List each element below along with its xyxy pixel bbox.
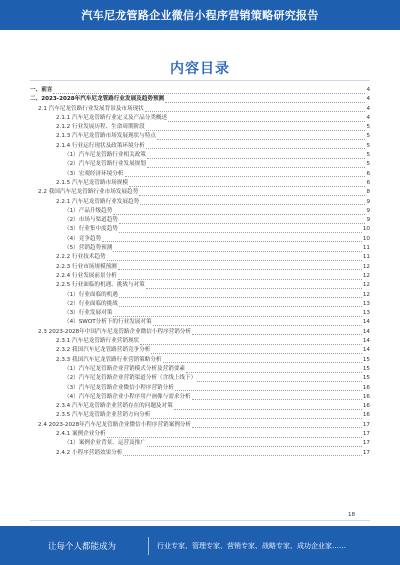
toc-leader-dots [113, 209, 365, 215]
toc-leader-dots [119, 301, 362, 307]
toc-entry[interactable] [30, 411, 370, 420]
toc-entry[interactable] [30, 123, 370, 132]
toc-leader-dots [139, 190, 365, 196]
toc-entry-page: 17 [362, 449, 370, 456]
toc-leader-dots [107, 255, 362, 261]
table-of-contents [30, 86, 370, 458]
toc-entry-title: 一、前言 [30, 87, 53, 93]
toc-entry-page: 5 [366, 133, 370, 140]
toc-entry[interactable] [30, 374, 370, 383]
toc-leader-dots [157, 134, 366, 140]
toc-entry-page: 14 [362, 319, 370, 326]
toc-entry-title: 2.2.4 行业发展前景分析 [56, 272, 117, 279]
toc-entry-page: 15 [362, 365, 370, 372]
toc-entry-title: 2.1 汽车尼龙管路行业发展背景及市场现状 [38, 105, 144, 112]
toc-leader-dots [192, 422, 362, 428]
toc-leader-dots [192, 329, 362, 335]
toc-entry-page: 4 [366, 114, 370, 121]
toc-entry-title: （1）汽车尼龙管路行业相关政策 [64, 152, 146, 159]
toc-entry[interactable] [30, 272, 370, 281]
toc-entry-page: 5 [366, 142, 370, 149]
toc-entry-title: （2）汽车尼龙管路行业发展规划 [64, 161, 146, 168]
toc-entry[interactable] [30, 253, 370, 262]
toc-entry[interactable] [30, 328, 370, 337]
toc-entry-page: 9 [366, 217, 370, 224]
toc-entry[interactable] [30, 235, 370, 244]
toc-entry-title: （1）产品升级趋势 [64, 207, 113, 214]
report-header-bar [0, 0, 400, 30]
toc-entry-page: 14 [362, 328, 370, 335]
toc-entry-page: 16 [362, 403, 370, 410]
toc-entry-title: （2）市场与渠道趋势 [64, 217, 118, 224]
toc-entry-page: 6 [366, 170, 370, 177]
toc-leader-dots [165, 97, 365, 103]
toc-leader-dots [145, 106, 366, 112]
toc-entry-page: 13 [362, 310, 370, 317]
toc-entry-page: 17 [362, 440, 370, 447]
toc-leader-dots [146, 125, 366, 131]
toc-entry[interactable] [30, 86, 370, 95]
toc-entry[interactable] [30, 346, 370, 355]
toc-leader-dots [113, 246, 362, 252]
toc-leader-dots [118, 264, 362, 270]
toc-entry-page: 12 [362, 291, 370, 298]
toc-entry-title: （3）行业发展对策 [64, 310, 113, 317]
toc-heading: 内容目录 [170, 61, 230, 77]
toc-entry-title: 2.3 2023-2028年中国汽车尼龙管路企业微信小程序营销分析 [38, 328, 192, 335]
toc-entry-title: 2.1.1 汽车尼龙管路行业定义及产品分类概述 [56, 114, 168, 121]
toc-entry-title: 2.3.4 汽车尼龙管路企业营销存在的问题及对策 [56, 403, 173, 410]
toc-entry-title: （5）营销趋势预测 [64, 245, 113, 252]
toc-entry[interactable] [30, 291, 370, 300]
toc-entry-title: （1）案例企业背景、运营及推广 [64, 440, 146, 447]
toc-entry-title: 2.4.1 案例企业分析 [56, 430, 106, 437]
toc-entry[interactable] [30, 188, 370, 197]
footer-slogan: 让每个人都能成为 [48, 541, 117, 552]
toc-leader-dots [192, 394, 362, 400]
toc-entry-title: （4）SWOT分析下的行业发展对策 [64, 319, 152, 326]
toc-entry[interactable] [30, 170, 370, 179]
toc-leader-dots [123, 450, 362, 456]
toc-entry-title: 2.2 我国汽车尼龙管路行业市场发展趋势 [38, 189, 139, 196]
toc-entry[interactable] [30, 160, 370, 169]
toc-leader-dots [125, 171, 366, 177]
toc-entry[interactable] [30, 142, 370, 151]
toc-entry-page: 4 [366, 105, 370, 112]
toc-entry-page: 17 [362, 430, 370, 437]
toc-entry[interactable] [30, 95, 370, 104]
toc-entry[interactable] [30, 430, 370, 439]
toc-leader-dots [113, 311, 362, 317]
toc-entry[interactable] [30, 337, 370, 346]
toc-entry[interactable] [30, 105, 370, 114]
toc-entry-title: （4）汽车尼龙管路企业小程序用户画像与需求分析 [64, 393, 191, 400]
toc-leader-dots [147, 153, 366, 159]
toc-entry-title: 2.4 2023-2028年汽车尼龙管路企业微信小程序营销案例分析 [38, 421, 192, 428]
toc-leader-dots [146, 143, 366, 149]
toc-leader-dots [146, 283, 362, 289]
toc-entry-title: 2.1.2 行业发展历程、生命周期阶段 [56, 124, 145, 131]
toc-leader-dots [53, 88, 365, 94]
toc-entry[interactable] [30, 439, 370, 448]
toc-leader-dots [129, 181, 365, 187]
toc-entry-title: 2.3.5 汽车尼龙管路企业营销方向分析 [56, 412, 151, 419]
toc-entry[interactable] [30, 179, 370, 188]
toc-entry[interactable] [30, 263, 370, 272]
toc-entry-title: （4）竞争趋势 [64, 235, 102, 242]
toc-entry[interactable] [30, 309, 370, 318]
toc-leader-dots [118, 274, 362, 280]
toc-entry-title: 二、2023-2028年汽车尼龙管路行业发展及趋势预测 [30, 96, 165, 103]
toc-leader-dots [186, 367, 362, 373]
toc-entry-page: 14 [362, 338, 370, 345]
toc-entry-title: 2.3.1 汽车尼龙管路行业营销现状 [56, 338, 140, 345]
toc-entry[interactable] [30, 300, 370, 309]
toc-entry-page: 16 [362, 384, 370, 391]
toc-entry-title: 2.3.2 我国汽车尼龙管路营销竞争分析 [56, 347, 151, 354]
toc-entry-page: 11 [362, 254, 370, 261]
toc-entry-title: 2.1.5 汽车尼龙管路市场规模 [56, 179, 128, 186]
toc-leader-dots [119, 218, 366, 224]
toc-entry[interactable] [30, 198, 370, 207]
toc-entry-page: 13 [362, 300, 370, 307]
toc-entry[interactable] [30, 281, 370, 290]
toc-entry-title: 2.4.2 小程序营销效果分析 [56, 449, 123, 456]
toc-entry-title: （3）汽车尼龙管路企业微信小程序营销分析 [64, 384, 174, 391]
toc-entry[interactable] [30, 384, 370, 393]
toc-entry-title: 2.3.3 我国汽车尼龙管路行业营销策略分析 [56, 356, 162, 363]
toc-entry-page: 5 [366, 161, 370, 168]
toc-entry-page: 4 [366, 87, 370, 93]
toc-entry-page: 6 [366, 179, 370, 186]
toc-entry-title: 2.2.2 行业技术趋势 [56, 254, 106, 261]
toc-entry-title: （1）行业面临的机遇 [64, 291, 118, 298]
toc-entry[interactable] [30, 356, 370, 365]
toc-entry[interactable] [30, 225, 370, 234]
toc-entry-title: 2.2.3 行业市场规模预测 [56, 263, 117, 270]
toc-entry-title: （3）宏观经济环境分析 [64, 170, 124, 177]
toc-entry-page: 12 [362, 272, 370, 279]
toc-continuation-page: 18 [348, 512, 356, 518]
toc-entry-title: 2.1.4 行业运行现状及政策环境分析 [56, 142, 145, 149]
toc-entry-page: 10 [362, 235, 370, 242]
toc-entry-page: 5 [366, 152, 370, 159]
toc-entry-page: 12 [362, 282, 370, 289]
toc-top-rule [30, 80, 370, 81]
toc-leader-dots [140, 199, 365, 205]
toc-leader-dots [102, 236, 362, 242]
toc-leader-dots [147, 162, 366, 168]
toc-entry-page: 8 [366, 189, 370, 196]
toc-leader-dots [107, 432, 362, 438]
toc-entry-title: （2）汽车尼龙管路企业营销渠道分析（含线上线下） [64, 375, 197, 382]
toc-entry-page: 10 [362, 226, 370, 233]
toc-entry[interactable] [30, 151, 370, 160]
toc-leader-dots [147, 441, 362, 447]
toc-entry-page: 16 [362, 393, 370, 400]
toc-entry-page: 5 [366, 124, 370, 131]
toc-leader-dots [174, 404, 362, 410]
toc-entry-page: 9 [366, 207, 370, 214]
footer-bar [0, 526, 400, 565]
toc-entry-page: 4 [366, 96, 370, 103]
toc-entry[interactable] [30, 365, 370, 374]
toc-entry[interactable] [30, 114, 370, 123]
toc-leader-dots [151, 413, 362, 419]
toc-leader-dots [151, 348, 362, 354]
toc-leader-dots [175, 385, 362, 391]
footer-tagline: 行业专家、管理专家、营销专家、战略专家、成功企业家…… [157, 541, 346, 550]
toc-entry[interactable] [30, 207, 370, 216]
toc-entry[interactable] [30, 216, 370, 225]
toc-bottom-rule [30, 520, 370, 521]
toc-leader-dots [153, 320, 362, 326]
toc-entry-page: 14 [362, 347, 370, 354]
toc-entry-title: 2.2.5 行业面临的机遇、挑战与对策 [56, 282, 145, 289]
toc-entry-title: （1）汽车尼龙管路企业营销模式分析及营销要素 [64, 365, 186, 372]
toc-entry-page: 12 [362, 263, 370, 270]
toc-entry[interactable] [30, 132, 370, 141]
report-title: 汽车尼龙管路企业微信小程序营销策略研究报告 [81, 9, 319, 22]
toc-entry-page: 16 [362, 412, 370, 419]
toc-leader-dots [140, 339, 362, 345]
toc-leader-dots [163, 357, 362, 363]
toc-leader-dots [168, 116, 365, 122]
toc-entry[interactable] [30, 449, 370, 458]
toc-entry[interactable] [30, 421, 370, 430]
toc-entry-page: 15 [362, 356, 370, 363]
toc-entry[interactable] [30, 402, 370, 411]
toc-entry-title: 2.2.1 汽车尼龙管路行业发展趋势 [56, 198, 140, 205]
toc-entry[interactable] [30, 318, 370, 327]
toc-entry-page: 9 [366, 198, 370, 205]
toc-entry-title: （2）行业面临的挑战 [64, 300, 118, 307]
toc-entry-title: 2.1.3 汽车尼龙管路市场发展现状与特点 [56, 133, 156, 140]
toc-leader-dots [197, 376, 362, 382]
footer-divider [148, 537, 149, 555]
toc-leader-dots [119, 227, 362, 233]
toc-leader-dots [119, 292, 362, 298]
toc-entry-page: 15 [362, 375, 370, 382]
toc-entry-page: 17 [362, 421, 370, 428]
toc-entry[interactable] [30, 244, 370, 253]
toc-entry-page: 11 [362, 245, 370, 252]
toc-entry-title: （3）行业集中度趋势 [64, 226, 118, 233]
toc-entry[interactable] [30, 393, 370, 402]
